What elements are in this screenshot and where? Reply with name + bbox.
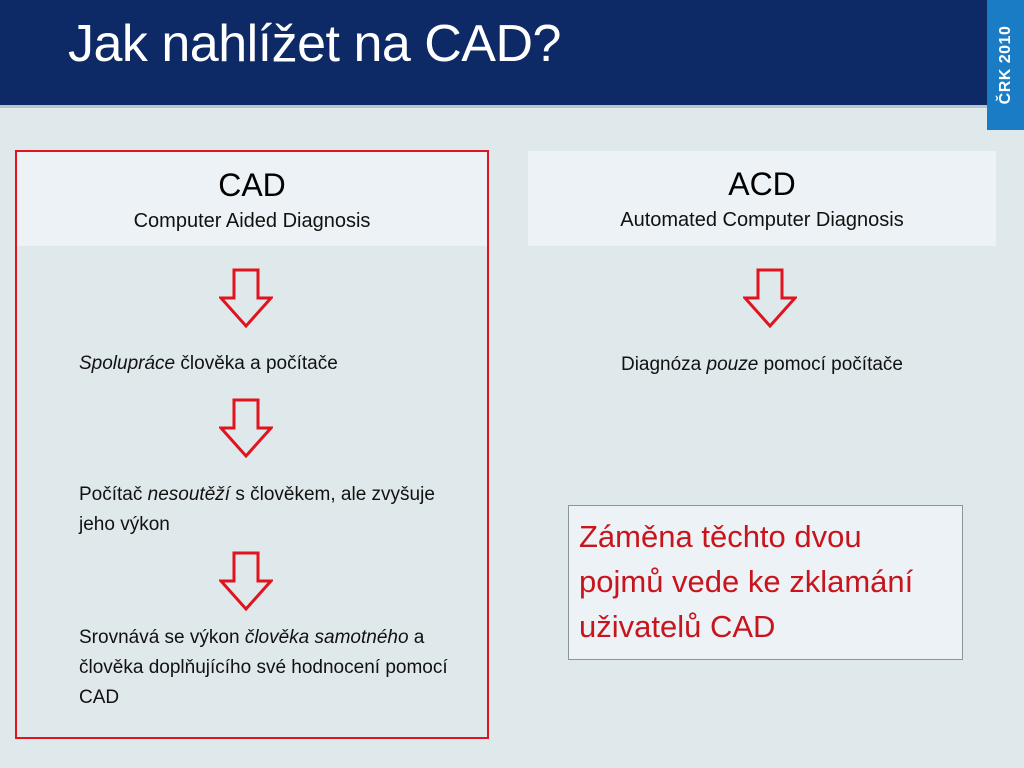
down-arrow-icon xyxy=(219,268,273,328)
cad-subheading: Computer Aided Diagnosis xyxy=(133,210,371,232)
acd-step-1-text: pomocí počítače xyxy=(758,354,904,375)
acd-heading: ACD xyxy=(728,166,796,202)
cad-step-2-text: s člověkem, ale zvyšuje jeho výkon xyxy=(79,484,435,535)
cad-step-3 xyxy=(79,623,449,713)
title-bar xyxy=(0,0,1024,108)
cad-step-1-emphasis: Spolupráce xyxy=(79,353,176,374)
cad-step-3-text: a člověka doplňujícího své hodnocení pomocí CAD xyxy=(79,627,448,708)
cad-step-3-emphasis: člověka samotného xyxy=(244,627,409,648)
cad-step-1-text: člověka a počítače xyxy=(175,353,338,374)
cad-step-2-pre: Počítač xyxy=(79,484,148,505)
slide-title: Jak nahlížet na CAD? xyxy=(68,15,561,73)
down-arrow-icon xyxy=(743,268,797,328)
corner-tag xyxy=(987,0,1024,130)
cad-step-2 xyxy=(79,480,449,540)
acd-step-1-emphasis: pouze xyxy=(706,354,759,375)
cad-heading: CAD xyxy=(218,167,286,203)
acd-step-1 xyxy=(528,350,996,380)
acd-header xyxy=(528,151,996,246)
cad-step-2-emphasis: nesoutěží xyxy=(147,484,231,505)
acd-step-1-pre: Diagnóza xyxy=(620,354,707,375)
acd-subheading: Automated Computer Diagnosis xyxy=(620,209,904,231)
cad-step-1 xyxy=(79,349,459,379)
cad-step-3-pre: Srovnává se výkon xyxy=(79,627,245,648)
corner-tag-label: ČRK 2010 xyxy=(996,25,1014,105)
down-arrow-icon xyxy=(219,398,273,458)
down-arrow-icon xyxy=(219,551,273,611)
warning-note: Záměna těchto dvou pojmů vede ke zklamání uživatelů CAD xyxy=(568,505,963,660)
